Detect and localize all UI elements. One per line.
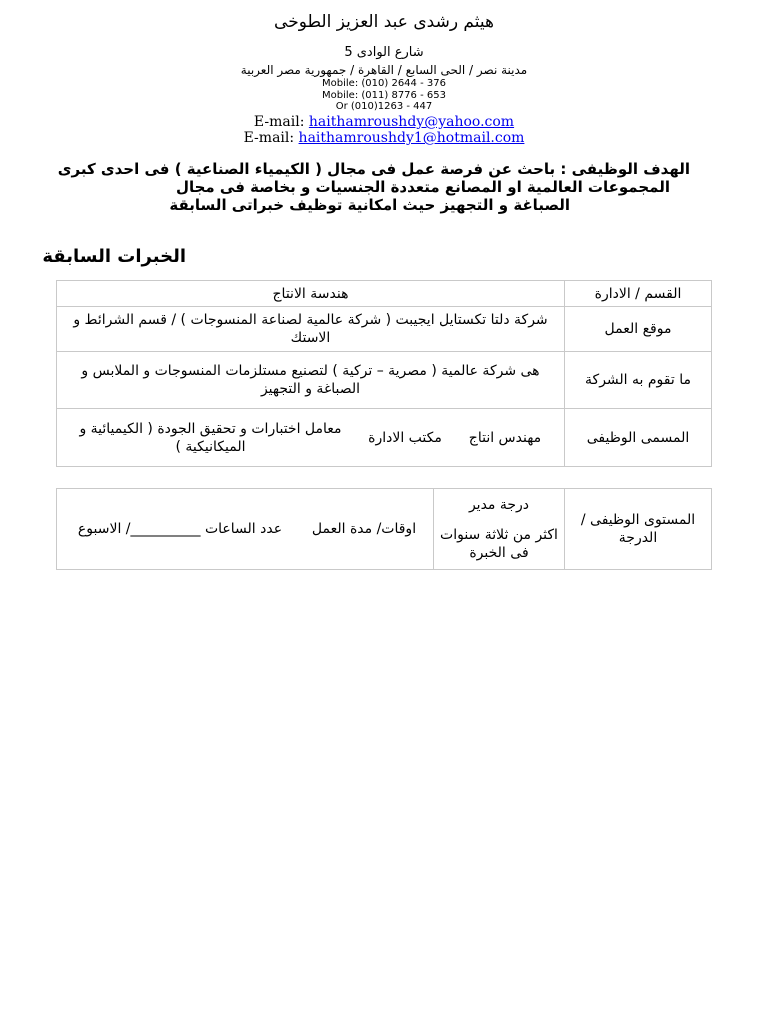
- table-row: [57, 352, 712, 409]
- applicant-name: هيثم رشدى عبد العزيز الطوخى: [274, 12, 494, 32]
- address-city: مدينة نصر / الحى السابع / القاهرة / جمهورية مصر العربية: [240, 63, 528, 77]
- email-link-yahoo[interactable]: haithamroushdy@yahoo.com: [308, 114, 515, 130]
- table-row: [57, 409, 712, 467]
- career-objective: [40, 160, 690, 214]
- objective-line-2: المجموعات العالمية او المصانع متعددة الجنسيات و بخاصة فى مجال: [175, 178, 670, 196]
- office-label: مكتب الادارة: [368, 429, 442, 446]
- section-title-experience: الخبرات السابقة: [42, 246, 186, 267]
- phone-mobile-1: Mobile: (010) 2644 - 376: [322, 78, 446, 89]
- email-label: E-mail:: [243, 130, 295, 146]
- level-value-bottom: اكثر من ثلاثة سنوات فى الخبرة: [440, 527, 558, 561]
- office-value: معامل اختبارات و تحقيق الجودة ( الكيميائية و الميكانيكية ): [79, 420, 342, 455]
- table-row: [57, 281, 712, 307]
- job-details-cell: [57, 409, 565, 467]
- job-title-value: مهندس انتاج: [468, 429, 542, 446]
- email-link-hotmail[interactable]: haithamroushdy1@hotmail.com: [298, 130, 525, 146]
- level-value-top: درجة مدير: [468, 497, 530, 513]
- job-title-label: المسمى الوظيفى: [565, 409, 712, 467]
- address-street: 5 شارع الوادى: [344, 45, 424, 60]
- email-label: E-mail:: [253, 114, 305, 130]
- hours-label: اوقات/ مدة العمل: [311, 521, 417, 537]
- company-activity-label: ما تقوم به الشركة: [565, 352, 712, 409]
- phone-mobile-2: Mobile: (011) 8776 - 653: [322, 90, 446, 101]
- hours-value: عدد الساعات __________/ الاسبوع: [77, 521, 283, 537]
- phone-alternate: Or (010)1263 - 447: [335, 101, 433, 112]
- hours-cell: [57, 489, 434, 570]
- workplace-label: موقع العمل: [565, 307, 712, 352]
- experience-table: [56, 280, 712, 467]
- email-row-1: [0, 114, 768, 130]
- table-row: [57, 307, 712, 352]
- table-row: [57, 489, 712, 570]
- workplace-value: شركة دلتا تكستايل ايجيبت ( شركة عالمية لصناعة المنسوجات ) / قسم الشرائط و الاستك: [57, 307, 565, 352]
- company-activity-value: هى شركة عالمية ( مصرية – تركية ) لتصنيع مستلزمات المنسوجات و الملابس و الصباغة و التجهيز: [57, 352, 565, 409]
- level-table: [56, 488, 712, 570]
- objective-line-3: الصباغة و التجهيز حيث امكانية توظيف خبراتى السابقة: [169, 196, 570, 214]
- department-value: هندسة الانتاج: [57, 281, 565, 307]
- level-label: المستوى الوظيفى / الدرجة: [565, 489, 712, 570]
- department-label: القسم / الادارة: [565, 281, 712, 307]
- level-value-cell: [434, 489, 565, 570]
- email-row-2: [0, 130, 768, 146]
- objective-line-1: الهدف الوظيفى : باحث عن فرصة عمل فى مجال ( الكيمياء الصناعية ) فى احدى كبرى: [57, 160, 690, 178]
